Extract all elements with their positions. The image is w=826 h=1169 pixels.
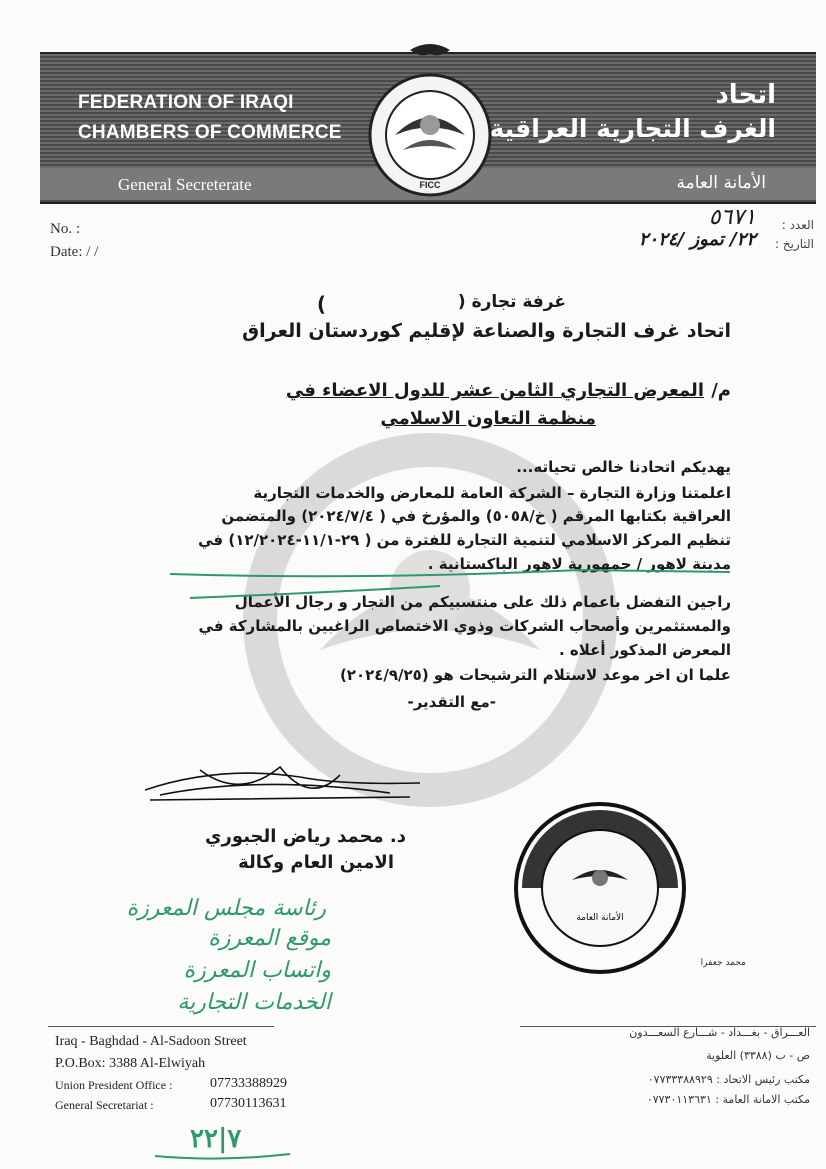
subject-prefix: م/: [711, 380, 731, 401]
date-label-en: Date: / /: [50, 244, 99, 260]
emblem-ficc-text: FICC: [419, 180, 441, 190]
handwritten-note-3: واتساب المعرزة: [183, 958, 331, 983]
no-value: ٥٦٧١: [708, 205, 756, 230]
body-line-1: يهديكم اتحادنا خالص تحياته...: [516, 458, 731, 476]
header-ar-title-line1: اتحاد: [715, 80, 776, 110]
header-general-secretariat-en: General Secreterate: [118, 175, 252, 194]
seal-center-text: الأمانة العامة: [576, 913, 624, 923]
footer-pobox-en: P.O.Box: 3388 Al-Elwiyah: [55, 1056, 206, 1071]
footer-union-office-label: Union President Office :: [55, 1078, 173, 1092]
body-line-2: اعلمتنا وزارة التجارة – الشركة العامة للمعارض والخدمات التجارية: [253, 484, 731, 502]
body-closing: -مع التقدير-: [407, 693, 496, 711]
date-value: ٢٢/ تموز /٢٠٢٤: [638, 229, 756, 250]
date-label-ar: التاريخ :: [774, 237, 814, 251]
body-line-3: العراقية بكتابها المرقم ( خ/٥٠٥٨) والمؤرخ في ( ٢٠٢٤/٧/٤) والمتضمن: [221, 507, 731, 525]
body-line-6: راجين التفضل باعمام ذلك على منتسبيكم من التجار و رجال الأعمال: [234, 593, 731, 611]
handwritten-ref-underline: [150, 1150, 300, 1164]
header-en-title-line2: CHAMBERS OF COMMERCE: [78, 122, 342, 143]
footer-address-ar: العـــراق - بغـــداد - شـــارع السعـــدون: [629, 1026, 810, 1039]
body-line-7: والمستثمرين وأصحاب الشركات وذوي الاختصاص الراغبين بالمشاركة في: [198, 617, 731, 635]
highlight-underlines: [160, 548, 740, 608]
handwritten-note-1: رئاسة مجلس المعرزة: [126, 896, 326, 921]
no-label-en: No. :: [50, 221, 80, 237]
handwritten-note-2: موقع المعرزة: [208, 926, 331, 951]
body-line-9: علما ان اخر موعد لاستلام الترشيحات هو (٢٠٢٤/٩/٢٥): [339, 666, 731, 684]
addressee-line1-close: ): [316, 292, 326, 316]
official-seal: [512, 800, 688, 976]
clerk-name: محمد جعفرا: [700, 958, 746, 968]
footer-union-office-phone: 07733388929: [210, 1076, 287, 1091]
ficc-emblem: [355, 40, 505, 200]
footer-union-office-ar: مكتب رئيس الاتحاد : ٠٧٧٣٣٣٨٨٩٢٩: [647, 1073, 810, 1086]
handwritten-note-4: الخدمات التجارية: [177, 990, 331, 1015]
subject-line2: منظمة التعاون الاسلامي: [380, 408, 596, 429]
addressee-line1: غرفة تجارة (: [457, 292, 566, 312]
body-line-4: تنظيم المركز الاسلامي لتنمية التجارة للفترة من ( ٢٩-١١/١-١٢/٢٠٢٤) في: [198, 531, 731, 549]
header-ar-secretariat: الأمانة العامة: [676, 173, 766, 193]
header-ar-title-line2: الغرف التجارية العراقية: [489, 114, 776, 143]
signature-scribble: [140, 755, 430, 815]
header-en-title-line1: FEDERATION OF IRAQI: [78, 92, 294, 113]
subject-line1: المعرض التجاري الثامن عشر للدول الاعضاء في: [285, 380, 704, 401]
handwritten-ref: ٧|٢٢: [190, 1124, 242, 1154]
footer-pobox-ar: ص - ب (٣٣٨٨) العلوية: [706, 1049, 810, 1062]
body-line-8: المعرض المذكور أعلاه .: [558, 641, 731, 659]
footer-gen-sec-label: General Secretariat :: [55, 1098, 154, 1112]
body-line-5: مدينة لاهور / جمهورية لاهور الباكستانية .: [427, 555, 731, 573]
addressee-line2: اتحاد غرف التجارة والصناعة لإقليم كوردستان العراق: [242, 320, 731, 342]
footer-address-en: Iraq - Baghdad - Al-Sadoon Street: [55, 1034, 247, 1049]
signatory-name: د. محمد رياض الجبوري: [205, 826, 406, 847]
footer-gen-sec-ar: مكتب الامانة العامة : ٠٧٧٣٠١١٣٦٣١: [646, 1093, 810, 1106]
signatory-title: الامين العام وكالة: [238, 852, 394, 873]
no-label-ar: العدد :: [781, 218, 814, 232]
footer-gen-sec-phone: 07730113631: [210, 1096, 287, 1111]
footer-divider-left: [48, 1026, 274, 1027]
